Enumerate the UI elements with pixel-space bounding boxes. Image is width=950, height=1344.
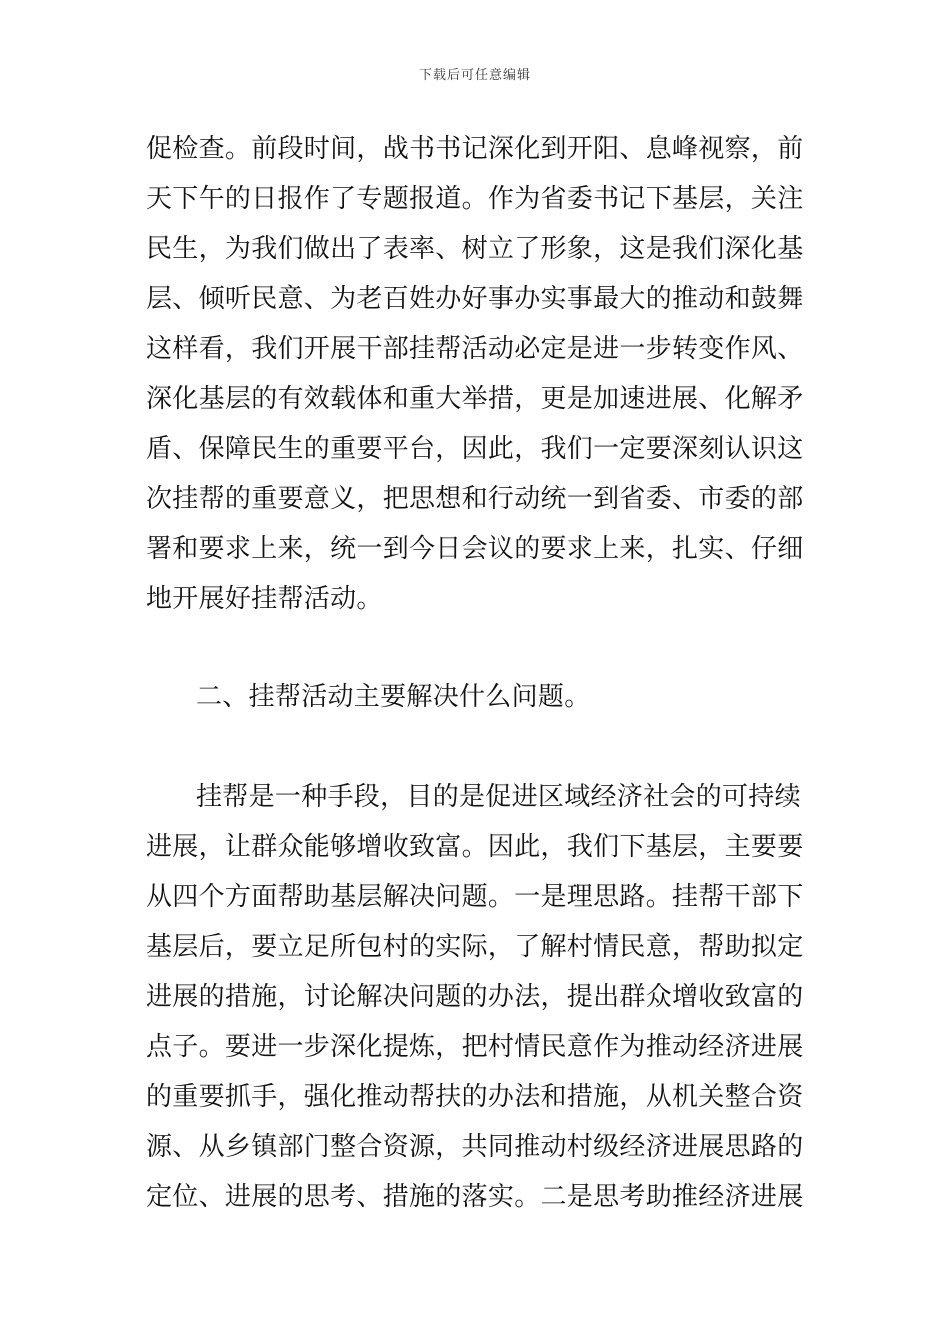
paragraph-2-line: 进展的措施，讨论解决问题的办法，提出群众增收致富的 xyxy=(146,982,804,1012)
paragraph-2-line: 从四个方面帮助基层解决问题。一是理思路。挂帮干部下 xyxy=(146,882,804,912)
paragraph-1-line: 地开展好挂帮活动。 xyxy=(146,584,383,614)
section-heading: 二、挂帮活动主要解决什么问题。 xyxy=(196,682,591,712)
paragraph-1-line: 署和要求上来，统一到今日会议的要求上来，扎实、仔细 xyxy=(146,534,804,564)
paragraph-2-line: 进展，让群众能够增收致富。因此，我们下基层，主要要 xyxy=(146,832,804,862)
page-header: 下载后可任意编辑 xyxy=(418,68,531,83)
paragraph-2-line: 源、从乡镇部门整合资源，共同推动村级经济进展思路的 xyxy=(146,1132,804,1162)
paragraph-1-line: 民生，为我们做出了表率、树立了形象，这是我们深化基 xyxy=(146,234,804,264)
paragraph-2-line: 基层后，要立足所包村的实际，了解村情民意，帮助拟定 xyxy=(146,932,804,962)
paragraph-1-line: 这样看，我们开展干部挂帮活动必定是进一步转变作风、 xyxy=(146,334,804,364)
paragraph-1-line: 盾、保障民生的重要平台，因此，我们一定要深刻认识这 xyxy=(146,434,804,464)
paragraph-2-line: 点子。要进一步深化提炼，把村情民意作为推动经济进展 xyxy=(146,1032,804,1062)
paragraph-2-line: 定位、进展的思考、措施的落实。二是思考助推经济进展 xyxy=(146,1182,804,1212)
paragraph-1-line: 天下午的日报作了专题报道。作为省委书记下基层，关注 xyxy=(146,184,804,214)
paragraph-1-line: 深化基层的有效载体和重大举措，更是加速进展、化解矛 xyxy=(146,384,804,414)
paragraph-2-line: 的重要抓手，强化推动帮扶的办法和措施，从机关整合资 xyxy=(146,1082,804,1112)
paragraph-1-line: 层、倾听民意、为老百姓办好事办实事最大的推动和鼓舞 xyxy=(146,284,804,314)
paragraph-2-line: 挂帮是一种手段，目的是促进区域经济社会的可持续 xyxy=(196,782,801,812)
paragraph-1-line: 次挂帮的重要意义，把思想和行动统一到省委、市委的部 xyxy=(146,484,804,514)
paragraph-1-line: 促检查。前段时间，战书书记深化到开阳、息峰视察，前 xyxy=(146,134,804,164)
